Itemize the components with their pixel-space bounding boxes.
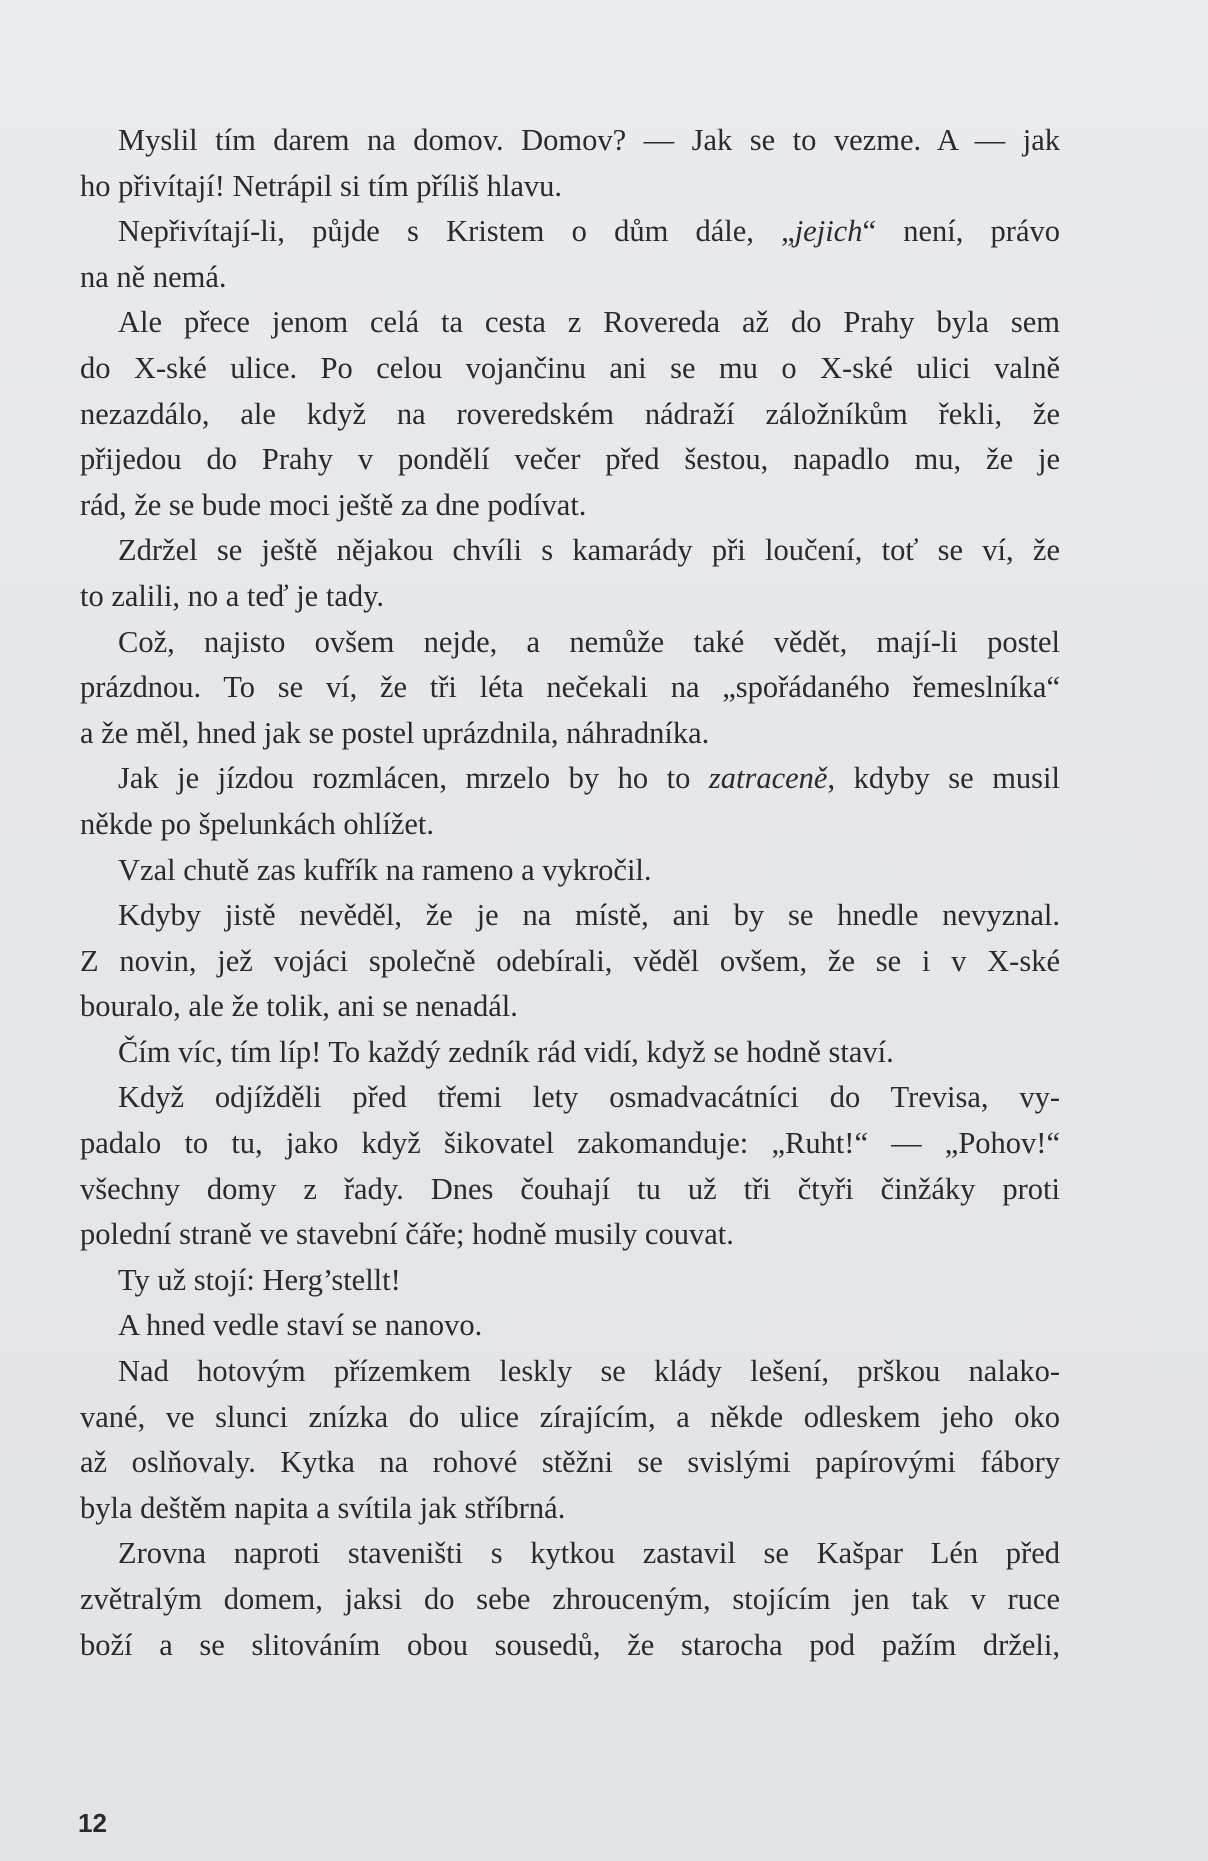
text-line: ho přivítají! Netrápil si tím příliš hlavu. — [80, 168, 562, 203]
text-line: boží a se slitováním obou sousedů, že starocha pod pažím drželi, — [80, 1627, 1060, 1662]
text-line: nezazdálo, ale když na roveredském nádraží záložníkům řekli, že — [80, 396, 1060, 431]
paragraph — [80, 1531, 1060, 1668]
paragraph — [80, 848, 1060, 894]
text-line: do X-ské ulice. Po celou vojančinu ani se mu o X-ské ulici valně — [80, 350, 1060, 385]
paragraph — [80, 620, 1060, 757]
text-line: a že měl, hned jak se postel uprázdnila, náhradníka. — [80, 715, 710, 750]
italic-word: zatraceně — [708, 761, 828, 796]
paragraph — [80, 756, 1060, 847]
italic-word: jejich — [794, 214, 863, 249]
paragraph — [80, 893, 1060, 1030]
text-line: zvětralým domem, jaksi do sebe zhrouceným, stojícím jen tak v ruce — [80, 1582, 1060, 1616]
paragraph — [80, 528, 1060, 619]
text-line: rád, že se bude moci ještě za dne podívat. — [80, 487, 587, 522]
text-line: přijedou do Prahy v pondělí večer před šestou, napadlo mu, že je — [80, 442, 1060, 477]
text-line: Nad hotovým přízemkem leskly se klády lešení, prškou nalako- — [118, 1354, 1060, 1389]
text-line: polední straně ve stavební čáře; hodně musily couvat. — [80, 1217, 734, 1252]
paragraph — [80, 1075, 1060, 1257]
text-line: Nepřivítají-li, půjde s Kristem o dům dále, „jejich“ není, právo — [118, 214, 1061, 249]
page-number: 12 — [78, 1808, 107, 1838]
text-line: Z novin, jež vojáci společně odebírali, věděl ovšem, že se i v X-ské — [80, 943, 1060, 978]
text-line: padalo to tu, jako když šikovatel zakomanduje: „Ruht!“ — „Pohov!“ — [80, 1126, 1060, 1161]
text-line: Zrovna naproti staveništi s kytkou zastavil se Kašpar Lén před — [118, 1536, 1060, 1571]
text-line: Kdyby jistě nevěděl, že je na místě, ani by se hnedle nevyznal. — [118, 898, 1060, 933]
paragraph — [80, 209, 1060, 300]
paragraph — [80, 1030, 1060, 1076]
paragraph — [80, 300, 1060, 528]
text-line: vané, ve slunci znízka do ulice zírajícím, a někde odleskem jeho oko — [80, 1399, 1060, 1434]
text-line: všechny domy z řady. Dnes čouhají tu už tři čtyři činžáky proti — [80, 1171, 1060, 1206]
text-line: na ně nemá. — [80, 259, 227, 294]
text-line: Čím víc, tím líp! To každý zedník rád vidí, když se hodně staví. — [118, 1034, 894, 1069]
text-line: Ale přece jenom celá ta cesta z Rovereda až do Prahy byla sem — [118, 305, 1060, 340]
text-line: to zalili, no a teď je tady. — [80, 578, 385, 613]
text-line: byla deštěm napita a svítila jak stříbrná. — [80, 1490, 566, 1525]
text-line: někde po špelunkách ohlížet. — [80, 806, 435, 841]
text-line: Když odjížděli před třemi lety osmadvacátníci do Trevisa, vy- — [118, 1080, 1060, 1115]
text-line: Ty už stojí: Herg’stellt! — [118, 1262, 401, 1297]
text-line: bouralo, ale že tolik, ani se nenadál. — [80, 989, 518, 1024]
text-line: Jak je jízdou rozmlácen, mrzelo by ho to zatraceně, kdyby se musil — [118, 761, 1061, 796]
text-line: prázdnou. To se ví, že tři léta nečekali na „spořádaného řemeslníka“ — [80, 670, 1060, 705]
text-line: A hned vedle staví se nanovo. — [118, 1308, 483, 1343]
paragraph — [80, 1303, 1060, 1349]
body-text — [80, 118, 1060, 1668]
paragraph — [80, 1349, 1060, 1531]
text-line: Což, najisto ovšem nejde, a nemůže také vědět, mají-li postel — [118, 624, 1060, 659]
text-line: až oslňovaly. Kytka na rohové stěžni se svislými papírovými fábory — [80, 1445, 1060, 1480]
paragraph — [80, 1258, 1060, 1304]
text-line: Myslil tím darem na domov. Domov? — Jak se to vezme. A — jak — [118, 123, 1060, 157]
text-line: Vzal chutě zas kufřík na rameno a vykročil. — [118, 852, 652, 887]
paragraph — [80, 118, 1060, 209]
text-line: Zdržel se ještě nějakou chvíli s kamarády při loučení, toť se ví, že — [118, 533, 1060, 568]
